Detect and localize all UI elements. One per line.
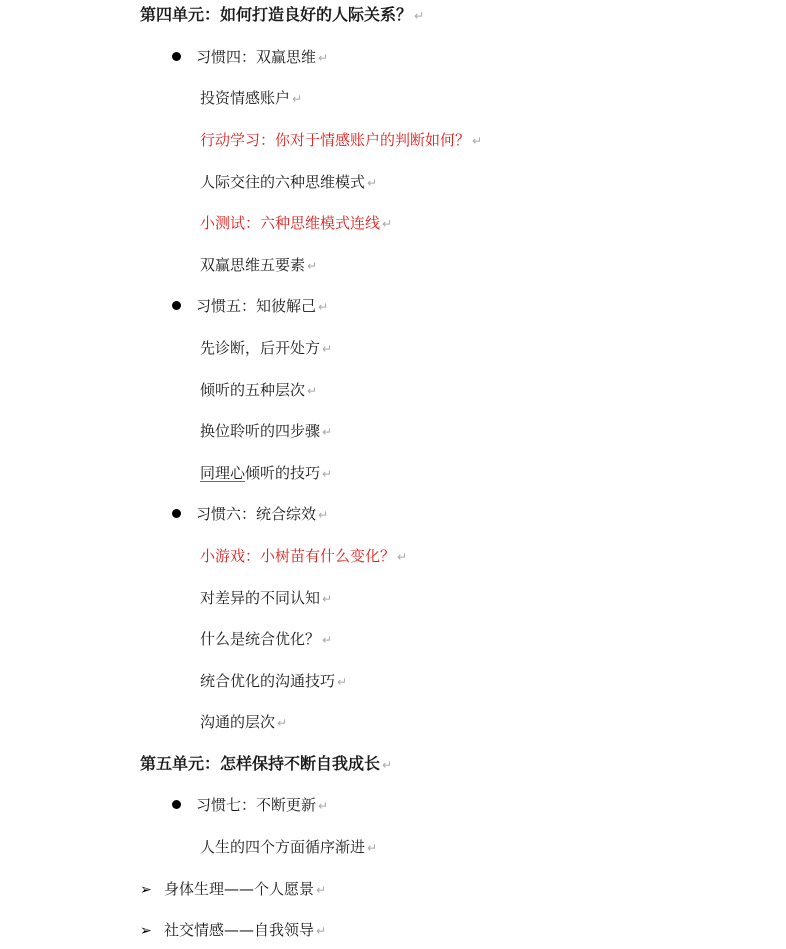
bullet-icon [172,509,181,518]
list-item [200,710,287,734]
list-item-text: 什么是统合优化？ [200,630,321,648]
paragraph-mark-icon: ↵ [318,508,329,522]
paragraph-mark-icon: ↵ [292,92,303,106]
list-item-text: 小测试：六种思维模式连线 [200,214,381,232]
habit7-title-text: 习惯七：不断更新 [196,796,317,814]
habit4-title [172,45,328,69]
paragraph-mark-icon: ↵ [367,841,378,855]
arrow-head-icon: ➢ [140,923,152,939]
list-item-highlight [200,544,407,568]
sub-list-item [140,877,326,901]
paragraph-mark-icon: ↵ [322,342,333,356]
paragraph-mark-icon: ↵ [337,675,348,689]
list-item [200,669,347,693]
unit4-heading-text: 第四单元：如何打造良好的人际关系？ [140,5,413,24]
list-item-text: 统合优化的沟通技巧 [200,672,336,690]
paragraph-mark-icon: ↵ [414,9,425,23]
paragraph-mark-icon: ↵ [322,467,333,481]
list-item [200,86,302,110]
list-item [200,378,317,402]
paragraph-mark-icon: ↵ [322,425,333,439]
sub-list-item [140,918,326,942]
paragraph-mark-icon: ↵ [318,51,329,65]
list-item [200,419,332,443]
list-item-highlight [200,128,482,152]
list-item-text: 倾听的五种层次 [200,381,306,399]
habit5-title-text: 习惯五：知彼解己 [196,297,317,315]
list-item-text: 换位聆听的四步骤 [200,422,321,440]
list-item [200,170,377,194]
list-item [200,336,332,360]
habit5-title [172,294,328,318]
paragraph-mark-icon: ↵ [316,883,327,897]
paragraph-mark-icon: ↵ [367,176,378,190]
paragraph-mark-icon: ↵ [307,259,318,273]
list-item-text: 小游戏：小树苗有什么变化？ [200,547,396,565]
list-item-text: 身体生理——个人愿景 [164,880,315,898]
paragraph-mark-icon: ↵ [382,217,393,231]
paragraph-mark-icon: ↵ [318,300,329,314]
list-item [200,627,332,651]
arrow-head-icon: ➢ [140,882,152,898]
unit5-heading [140,752,392,776]
bullet-icon [172,301,181,310]
paragraph-mark-icon: ↵ [307,384,318,398]
paragraph-mark-icon: ↵ [382,758,393,772]
list-item [200,835,377,859]
paragraph-mark-icon: ↵ [316,924,327,938]
bullet-icon [172,800,181,809]
list-item [200,253,317,277]
list-item [200,586,332,610]
bullet-icon [172,52,181,61]
habit6-title [172,502,328,526]
list-item-text: 倾听的技巧 [245,464,321,482]
paragraph-mark-icon: ↵ [322,592,333,606]
habit7-title [172,793,328,817]
paragraph-mark-icon: ↵ [277,716,288,730]
list-item-text: 沟通的层次 [200,713,276,731]
list-item-text: 人生的四个方面循序渐进 [200,838,366,856]
list-item-highlight [200,211,392,235]
unit5-heading-text: 第五单元：怎样保持不断自我成长 [140,754,381,773]
list-item-text: 双赢思维五要素 [200,256,306,274]
habit6-title-text: 习惯六：统合综效 [196,505,317,523]
spellcheck-underlined-text: 同理心 [200,464,246,482]
list-item-text: 社交情感——自我领导 [164,921,315,939]
list-item [200,461,332,485]
paragraph-mark-icon: ↵ [322,633,333,647]
unit4-heading [140,3,424,27]
habit4-title-text: 习惯四：双赢思维 [196,48,317,66]
list-item-text: 投资情感账户 [200,89,291,107]
paragraph-mark-icon: ↵ [318,799,329,813]
paragraph-mark-icon: ↵ [472,134,483,148]
list-item-text: 对差异的不同认知 [200,589,321,607]
paragraph-mark-icon: ↵ [397,550,408,564]
list-item-text: 人际交往的六种思维模式 [200,173,366,191]
list-item-text: 先诊断，后开处方 [200,339,321,357]
list-item-text: 行动学习：你对于情感账户的判断如何？ [200,131,471,149]
